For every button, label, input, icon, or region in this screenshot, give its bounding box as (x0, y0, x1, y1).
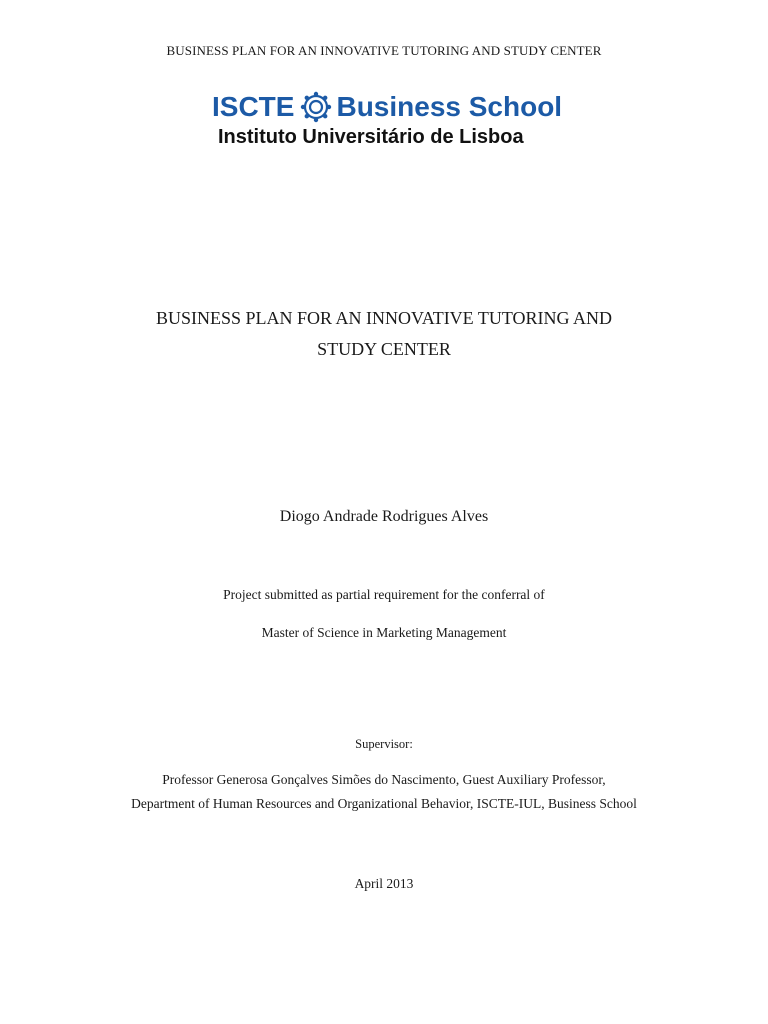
title-line-2: STUDY CENTER (317, 339, 451, 359)
supervisor-name: Professor Generosa Gonçalves Simões do Nascimento, Guest Auxiliary Professor, (162, 772, 606, 787)
supervisor-label: Supervisor: (355, 737, 413, 751)
degree-name: Master of Science in Marketing Management (261, 625, 507, 640)
logo-subtitle: Instituto Universitário de Lisboa (218, 126, 524, 148)
logo-primary-text: ISCTE (212, 91, 295, 122)
document-title (60, 303, 708, 365)
running-header: BUSINESS PLAN FOR AN INNOVATIVE TUTORING AND STUDY CENTER (166, 43, 602, 58)
iscte-emblem-icon (300, 91, 332, 123)
submission-statement: Project submitted as partial requirement for the conferral of (223, 587, 545, 602)
logo-wordmark (212, 89, 562, 125)
title-line-1: BUSINESS PLAN FOR AN INNOVATIVE TUTORING AND (155, 308, 613, 328)
iscte-logo (158, 80, 602, 160)
supervisor-department: Department of Human Resources and Organizational Behavior, ISCTE-IUL, Business School (131, 796, 637, 811)
submission-date: April 2013 (354, 876, 414, 891)
logo-secondary-text: Business School (336, 91, 563, 122)
author-name: Diogo Andrade Rodrigues Alves (279, 508, 489, 525)
